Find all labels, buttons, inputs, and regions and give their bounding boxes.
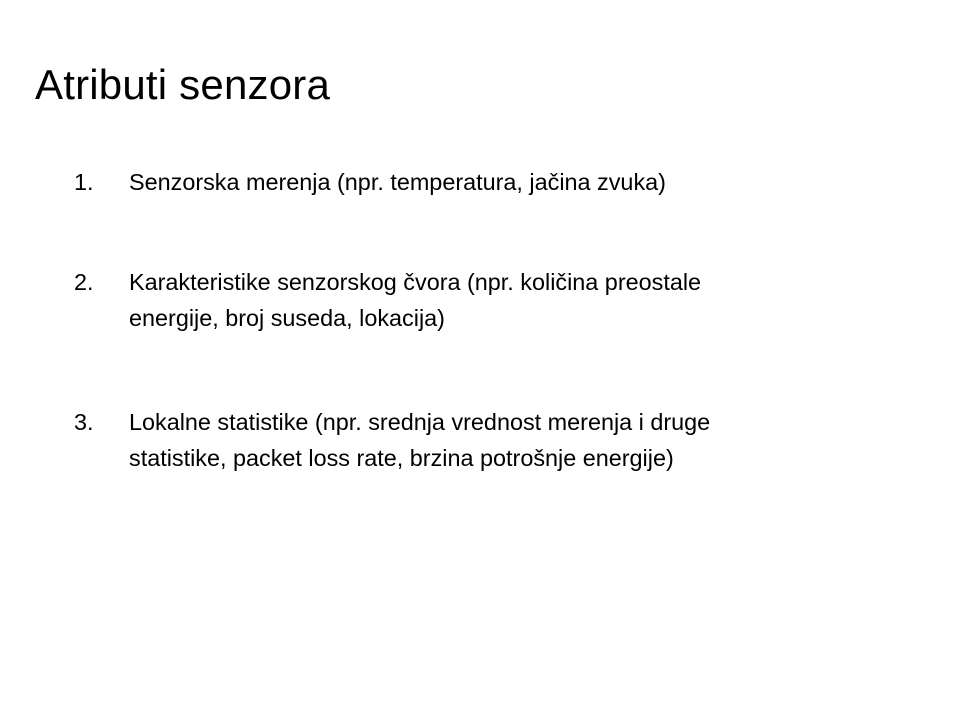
list-item-line: Senzorska merenja (npr. temperatura, jačina zvuka) xyxy=(129,169,666,195)
list-item-text xyxy=(129,264,929,336)
slide-title: Atributi senzora xyxy=(35,61,331,108)
list-item-line: energije, broj suseda, lokacija) xyxy=(129,305,445,331)
list-item-line: Lokalne statistike (npr. srednja vrednost merenja i druge xyxy=(129,409,711,435)
list-item-line: Karakteristike senzorskog čvora (npr. količina preostale xyxy=(129,269,702,295)
list-item-number: 2. xyxy=(74,269,94,295)
list-item-line: statistike, packet loss rate, brzina potrošnje energije) xyxy=(129,445,674,471)
list-item-text xyxy=(129,164,929,200)
list-item-number: 3. xyxy=(74,409,94,435)
list-item-number: 1. xyxy=(74,169,94,195)
list-item-text xyxy=(129,404,929,476)
